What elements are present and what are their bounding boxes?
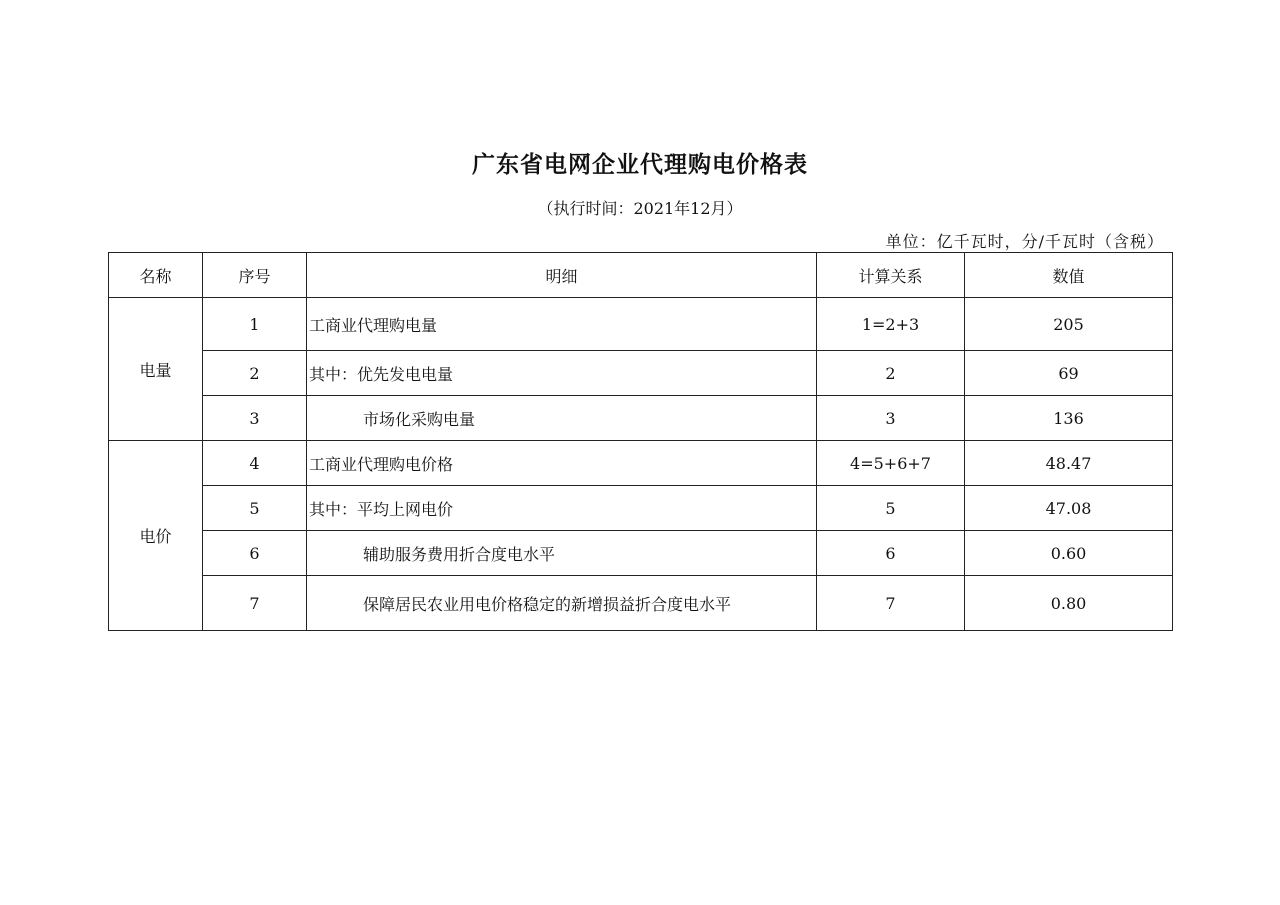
cell-seq: 3 xyxy=(203,396,307,441)
group-label-electricity: 电量 xyxy=(109,298,203,441)
header-value: 数值 xyxy=(965,253,1173,298)
cell-formula: 5 xyxy=(817,486,965,531)
group-label-price: 电价 xyxy=(109,441,203,631)
header-detail: 明细 xyxy=(307,253,817,298)
cell-value: 48.47 xyxy=(965,441,1173,486)
table-row xyxy=(109,576,1173,631)
cell-detail: 工商业代理购电量 xyxy=(307,298,817,351)
cell-value: 0.60 xyxy=(965,531,1173,576)
cell-detail: 其中：优先发电电量 xyxy=(307,351,817,396)
table-row xyxy=(109,486,1173,531)
table-header-row xyxy=(109,253,1173,298)
cell-seq: 6 xyxy=(203,531,307,576)
header-name: 名称 xyxy=(109,253,203,298)
header-seq: 序号 xyxy=(203,253,307,298)
table-row xyxy=(109,396,1173,441)
cell-formula: 1=2+3 xyxy=(817,298,965,351)
table-row xyxy=(109,298,1173,351)
table-row xyxy=(109,441,1173,486)
cell-detail: 市场化采购电量 xyxy=(307,396,817,441)
cell-value: 69 xyxy=(965,351,1173,396)
cell-seq: 7 xyxy=(203,576,307,631)
cell-seq: 1 xyxy=(203,298,307,351)
cell-value: 47.08 xyxy=(965,486,1173,531)
cell-detail: 保障居民农业用电价格稳定的新增损益折合度电水平 xyxy=(307,576,817,631)
effective-date: （执行时间：2021年12月） xyxy=(537,199,743,218)
cell-formula: 7 xyxy=(817,576,965,631)
cell-seq: 2 xyxy=(203,351,307,396)
unit-note: 单位：亿千瓦时，分/千瓦时（含税） xyxy=(885,232,1164,251)
cell-detail: 工商业代理购电价格 xyxy=(307,441,817,486)
cell-value: 0.80 xyxy=(965,576,1173,631)
table-row xyxy=(109,531,1173,576)
cell-value: 205 xyxy=(965,298,1173,351)
cell-seq: 4 xyxy=(203,441,307,486)
header-formula: 计算关系 xyxy=(817,253,965,298)
cell-seq: 5 xyxy=(203,486,307,531)
cell-formula: 6 xyxy=(817,531,965,576)
cell-detail: 辅助服务费用折合度电水平 xyxy=(307,531,817,576)
cell-formula: 2 xyxy=(817,351,965,396)
cell-value: 136 xyxy=(965,396,1173,441)
cell-formula: 3 xyxy=(817,396,965,441)
cell-formula: 4=5+6+7 xyxy=(817,441,965,486)
price-table xyxy=(108,252,1173,631)
cell-detail: 其中：平均上网电价 xyxy=(307,486,817,531)
page-title: 广东省电网企业代理购电价格表 xyxy=(472,152,808,178)
table-row xyxy=(109,351,1173,396)
